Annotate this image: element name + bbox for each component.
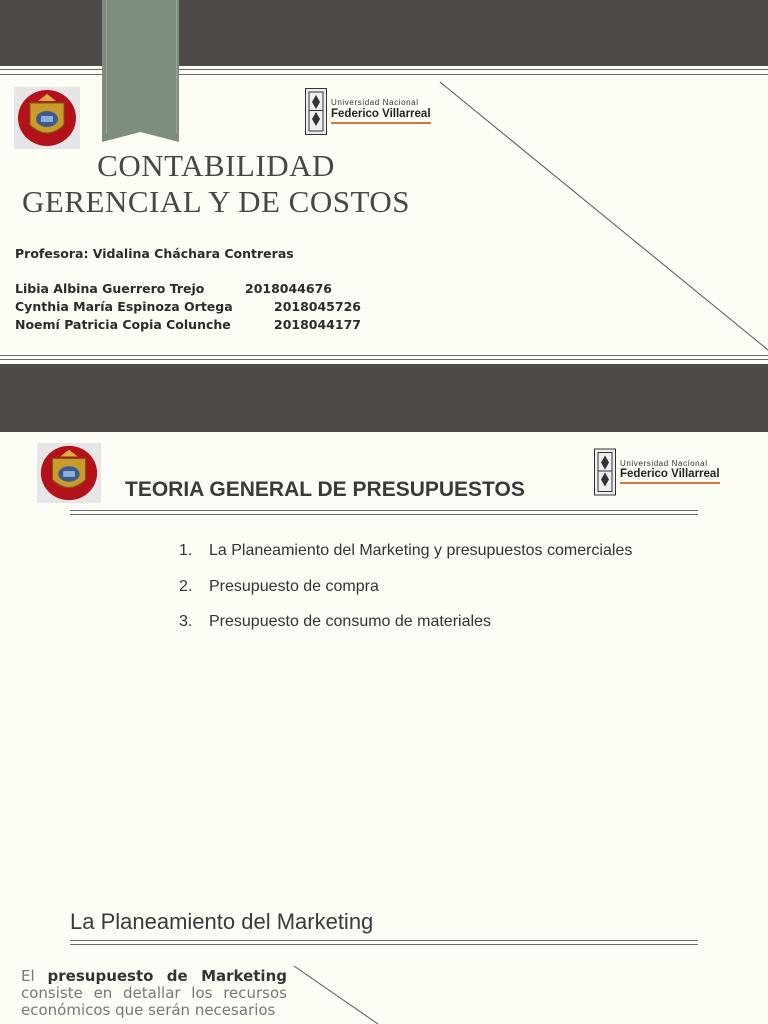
list-text: Presupuesto de compra bbox=[209, 577, 379, 595]
slide-heading: TEORIA GENERAL DE PRESUPUESTOS bbox=[125, 478, 525, 501]
university-name-big: Federico Villarreal bbox=[331, 107, 431, 120]
student-name: Noemí Patricia Copia Colunche bbox=[15, 317, 231, 332]
logo-underline bbox=[620, 482, 720, 484]
list-text: La Planeamiento del Marketing y presupuestos comerciales bbox=[209, 542, 633, 559]
crest-emblem-icon bbox=[37, 442, 101, 504]
student-code: 2018044676 bbox=[245, 281, 332, 296]
professor-name: Profesora: Vidalina Cháchara Contreras bbox=[15, 246, 294, 261]
diagonal-accent-line bbox=[0, 864, 768, 1024]
university-logo bbox=[594, 448, 720, 496]
list-number: 3. bbox=[179, 613, 193, 630]
heading-underline bbox=[70, 510, 698, 511]
slide-agenda bbox=[0, 432, 768, 864]
list-number: 2. bbox=[179, 577, 193, 595]
student-code: 2018044177 bbox=[274, 317, 361, 332]
slide-marketing bbox=[0, 864, 768, 1024]
list-item bbox=[179, 613, 632, 649]
main-title-line2: GERENCIAL Y DE COSTOS bbox=[22, 184, 410, 219]
divider-line bbox=[0, 355, 768, 356]
list-number: 1. bbox=[179, 542, 193, 559]
university-name-small: Universidad Nacional bbox=[331, 98, 419, 108]
divider-line bbox=[0, 359, 768, 360]
para-bold: presupuesto de Marketing bbox=[47, 967, 287, 985]
bottom-band bbox=[0, 364, 768, 432]
list-text: Presupuesto de consumo de materiales bbox=[209, 613, 491, 630]
student-code: 2018045726 bbox=[274, 299, 361, 314]
student-name: Cynthia María Espinoza Ortega bbox=[15, 299, 233, 314]
student-name: Libia Albina Guerrero Trejo bbox=[15, 281, 205, 296]
university-name-big: Federico Villarreal bbox=[620, 468, 720, 481]
para-rest: consiste en detallar los recursos económicos que serán necesarios bbox=[21, 984, 287, 1019]
slide-title bbox=[0, 0, 768, 432]
topic-list bbox=[179, 542, 632, 649]
para-start: El bbox=[21, 967, 48, 985]
slide-heading: La Planeamiento del Marketing bbox=[70, 909, 374, 934]
list-item bbox=[179, 542, 632, 578]
main-title-line1: CONTABILIDAD bbox=[97, 148, 335, 183]
heading-underline bbox=[70, 514, 698, 515]
list-item bbox=[179, 578, 632, 614]
university-name-small: Universidad Nacional bbox=[620, 458, 708, 468]
university-seal-icon bbox=[594, 448, 616, 496]
